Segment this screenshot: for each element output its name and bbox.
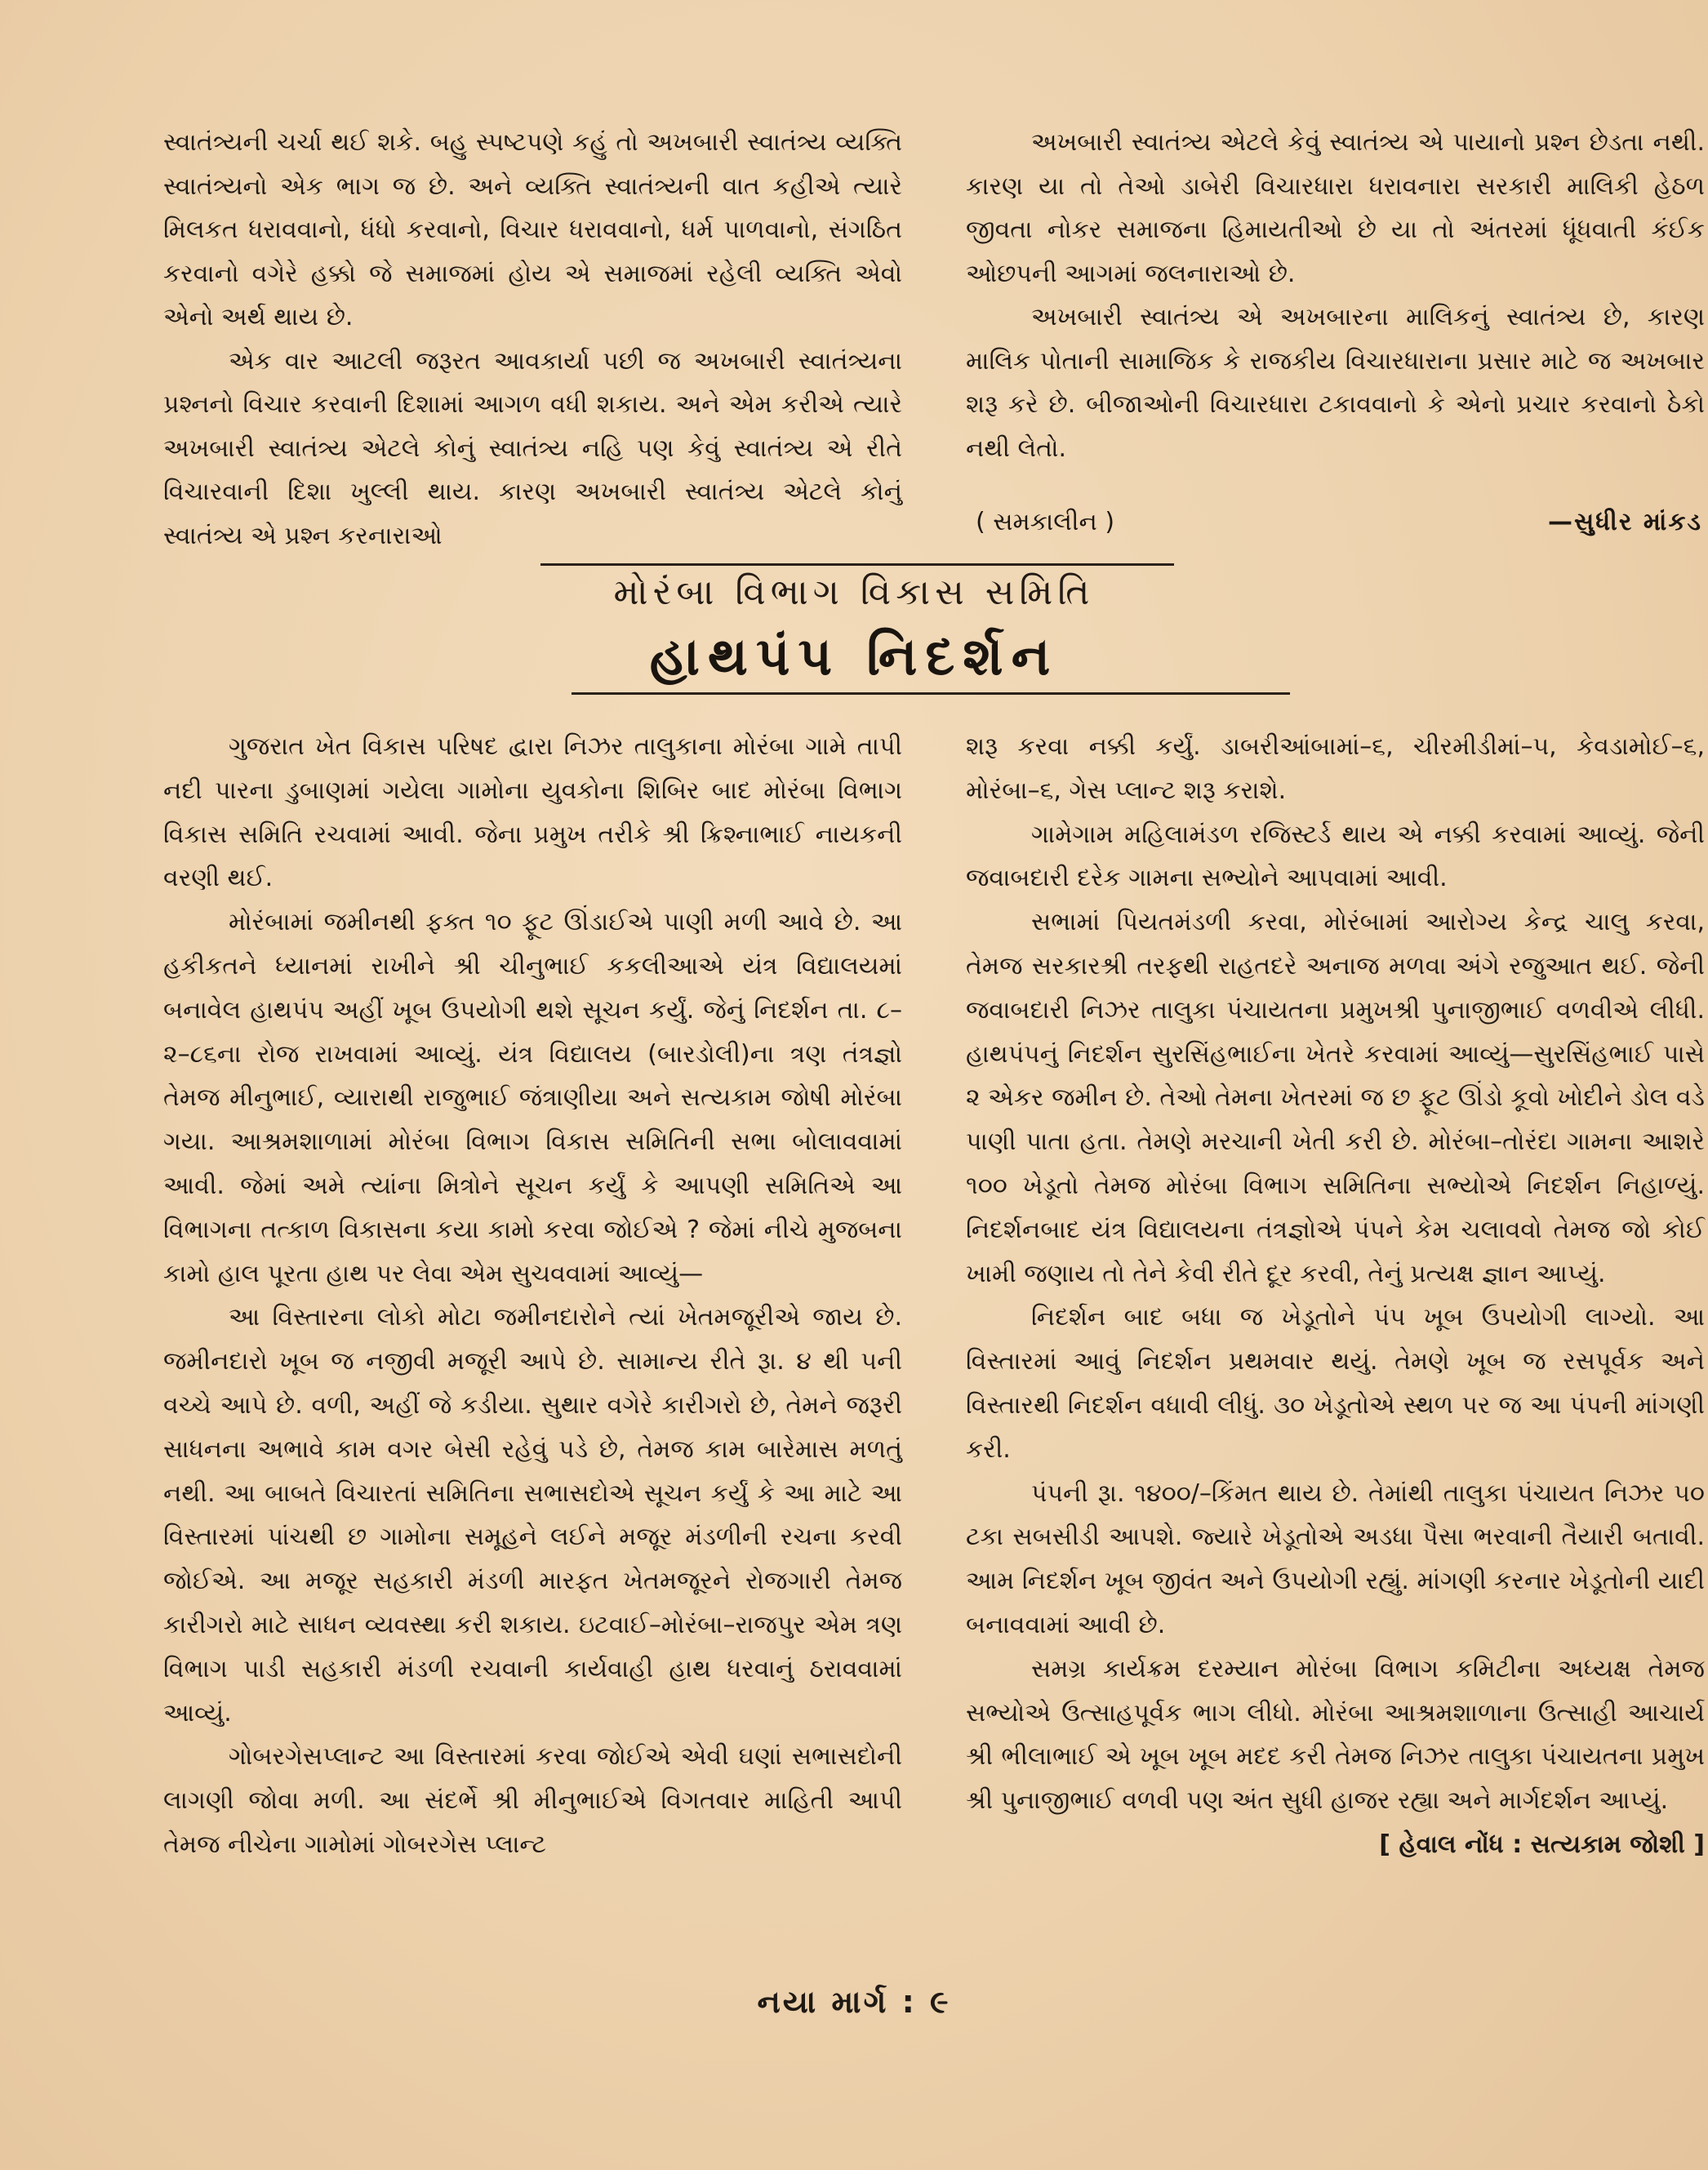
top-left-paragraph-1: સ્વાતંત્ર્યની ચર્ચા થઈ શકે. બહુ સ્પષ્ટપણે કહું તો અખબારી સ્વાતંત્ર્ય વ્યક્તિ સ્વાતંત્ર્યનો એક ભાગ જ છે. અને વ્યક્તિ સ્વાતંત્ર્યની વાત કહીએ ત્યારે મિલકત ધરાવવાનો, ધંધો કરવાનો, વિચાર ધરાવવાનો, ધર્મ પાળવાનો, સંગઠિત કરવાનો વગેરે હક્કો જે સમાજમાં હોય એ સમાજમાં રહેલી વ્યક્તિ એવો એનો અર્થ થાય છે. xyxy=(163,128,902,331)
top-article-credit xyxy=(976,508,1702,536)
top-left-paragraph-2: એક વાર આટલી જરૂરત આવકાર્યા પછી જ અખબારી સ્વાતંત્ર્યના પ્રશ્નનો વિચાર કરવાની દિશામાં આગળ વધી શકાય. અને એમ કરીએ ત્યારે અખબારી સ્વાતંત્ર્ય એટલે કોનું સ્વાતંત્ર્ય નહિ પણ કેવું સ્વાતંત્ર્ય એ રીતે વિચારવાની દિશા ખુલ્લી થાય. કારણ અખબારી સ્વાતંત્ર્ય એટલે કોનું સ્વાતંત્ર્ય એ પ્રશ્ન કરનારાઓ xyxy=(163,346,902,550)
article-right-paragraph-3: સભામાં પિયતમંડળી કરવા, મોરંબામાં આરોગ્ય કેન્દ્ર ચાલુ કરવા, તેમજ સરકારશ્રી તરફથી રાહતદરે અનાજ મળવા અંગે રજુઆત થઈ. જેની જવાબદારી નિઝર તાલુકા પંચાયતના પ્રમુખશ્રી પુનાજીભાઈ વળવીએ લીધી. હાથપંપનું નિદર્શન સુરસિંહભાઈના ખેતરે કરવામાં આવ્યું—સુરસિંહભાઈ પાસે ૨ એકર જમીન છે. તેઓ તેમના ખેતરમાં જ છ ફૂટ ઊંડો કૂવો ખોદીને ડોલ વડે પાણી પાતા હતા. તેમણે મરચાની ખેતી કરી છે. મોરંબા–તોરંદા ગામના આશરે ૧૦૦ ખેડૂતો તેમજ મોરંબા વિભાગ સમિતિના સભ્યોએ નિદર્શન નિહાળ્યું. નિદર્શનબાદ યંત્ર વિદ્યાલયના તંત્રજ્ઞોએ પંપને કેમ ચલાવવો તેમજ જો કોઈ ખામી જણાય તો તેને કેવી રીતે દૂર કરવી, તેનું પ્રત્યક્ષ જ્ઞાન આપ્યું. xyxy=(966,908,1705,1288)
top-article-right-column xyxy=(966,121,1705,470)
article-right-paragraph-2: ગામેગામ મહિલામંડળ રજિસ્ટર્ડ થાય એ નક્કી કરવામાં આવ્યું. જેની જવાબદારી દરેક ગામના સભ્યોને આપવામાં આવી. xyxy=(966,820,1705,893)
article-right-paragraph-6: સમગ્ર કાર્યક્રમ દરમ્યાન મોરંબા વિભાગ કમિટીના અધ્યક્ષ તેમજ સભ્યોએ ઉત્સાહપૂર્વક ભાગ લીધો. મોરંબા આશ્રમશાળાના ઉત્સાહી આચાર્ય શ્રી ભીલાભાઈ એ ખૂબ ખૂબ મદદ કરી તેમજ નિઝર તાલુકા પંચાયતના પ્રમુખ શ્રી પુનાજીભાઈ વળવી પણ અંત સુધી હાજર રહ્યા અને માર્ગદર્શન આપ્યું. xyxy=(966,1654,1705,1816)
top-right-paragraph-1: અખબારી સ્વાતંત્ર્ય એટલે કેવું સ્વાતંત્ર્ય એ પાયાનો પ્રશ્ન છેડતા નથી. કારણ યા તો તેઓ ડાબેરી વિચારધારા ધરાવનારા સરકારી માલિકી હેઠળ જીવતા નોકર સમાજના હિમાયતીઓ છે યા તો અંતરમાં ધૂંધવાતી કંઈક ઓછપની આગમાં જલનારાઓ છે. xyxy=(966,128,1705,288)
page-footer: નયા માર્ગ : ૯ xyxy=(757,1984,951,2020)
article-title: હાથપંપ નિદર્શન xyxy=(649,627,1059,687)
article-right-paragraph-4: નિદર્શન બાદ બધા જ ખેડૂતોને પંપ ખૂબ ઉપયોગી લાગ્યો. આ વિસ્તારમાં આવું નિદર્શન પ્રથમવાર થયું. તેમણે ખૂબ જ રસપૂર્વક અને વિસ્તારથી નિદર્શન વધાવી લીધું. ૩૦ ખેડૂતોએ સ્થળ પર જ આ પંપની માંગણી કરી. xyxy=(966,1303,1705,1464)
article-left-paragraph-1: ગુજરાત ખેત વિકાસ પરિષદ દ્વારા નિઝર તાલુકાના મોરંબા ગામે તાપી નદી પારના ડુબાણમાં ગયેલા ગામોના યુવકોના શિબિર બાદ મોરંબા વિભાગ વિકાસ સમિતિ રચવામાં આવી. જેના પ્રમુખ તરીકે શ્રી ક્રિશ્નાભાઈ નાયકની વરણી થઈ. xyxy=(163,732,902,893)
article-left-paragraph-2: મોરંબામાં જમીનથી ફક્ત ૧૦ ફૂટ ઊંડાઈએ પાણી મળી આવે છે. આ હકીકતને ધ્યાનમાં રાખીને શ્રી ચીનુભાઈ કકલીઆએ યંત્ર વિદ્યાલયમાં બનાવેલ હાથપંપ અહીં ખૂબ ઉપયોગી થશે સૂચન કર્યું. જેનું નિદર્શન તા. ૮–૨–૮૬ના રોજ રાખવામાં આવ્યું. યંત્ર વિદ્યાલય (બારડોલી)ના ત્રણ તંત્રજ્ઞો તેમજ મીનુભાઈ, વ્યારાથી રાજુભાઈ જંત્રાણીયા અને સત્યકામ જોષી મોરંબા ગયા. આશ્રમશાળામાં મોરંબા વિભાગ વિકાસ સમિતિની સભા બોલાવવામાં આવી. જેમાં અમે ત્યાંના મિત્રોને સૂચન કર્યું કે આપણી સમિતિએ આ વિભાગના તત્કાળ વિકાસના કયા કામો કરવા જોઈએ ? જેમાં નીચે મુજબના કામો હાલ પૂરતા હાથ પર લેવા એમ સુચવવામાં આવ્યું— xyxy=(163,908,902,1288)
article-right-column xyxy=(966,725,1705,1867)
article-left-paragraph-4: ગોબરગેસપ્લાન્ટ આ વિસ્તારમાં કરવા જોઈએ એવી ઘણાં સભાસદોની લાગણી જોવા મળી. આ સંદર્ભે શ્રી મીનુભાઈએ વિગતવાર માહિતી આપી તેમજ નીચેના ગામોમાં ગોબરગેસ પ્લાન્ટ xyxy=(163,1742,902,1859)
article-right-paragraph-1: શરૂ કરવા નક્કી કર્યું. ડાબરીઆંબામાં–૬, ચીરમીડીમાં–૫, કેવડામોઈ–૬, મોરંબા–૬, ગેસ પ્લાન્ટ શરૂ કરાશે. xyxy=(966,732,1705,805)
source-label: ( સમકાલીન ) xyxy=(976,508,1115,536)
header-rule-bottom xyxy=(572,692,1290,695)
article-subtitle: મોરંબા વિભાગ વિકાસ સમિતિ xyxy=(613,571,1095,613)
author-name: —સુધીર માંકડ xyxy=(1547,508,1702,536)
article-left-column xyxy=(163,725,902,1867)
top-article-left-column xyxy=(163,121,902,558)
top-right-paragraph-2: અખબારી સ્વાતંત્ર્ય એ અખબારના માલિકનું સ્વાતંત્ર્ય છે, કારણ માલિક પોતાની સામાજિક કે રાજકીય વિચારધારાના પ્રસાર માટે જ અખબાર શરૂ કરે છે. બીજાઓની વિચારધારા ટકાવવાનો કે એનો પ્રચાર કરવાનો ઠેકો નથી લેતો. xyxy=(966,303,1705,463)
header-rule-top xyxy=(540,563,1174,566)
article-right-paragraph-5: પંપની રૂા. ૧૪૦૦/–કિંમત થાય છે. તેમાંથી તાલુકા પંચાયત નિઝર ૫૦ ટકા સબસીડી આપશે. જ્યારે ખેડૂતોએ અડધા પૈસા ભરવાની તૈયારી બતાવી. આમ નિદર્શન ખૂબ જીવંત અને ઉપયોગી રહ્યું. માંગણી કરનાર ખેડૂતોની યાદી બનાવવામાં આવી છે. xyxy=(966,1479,1705,1639)
article-left-paragraph-3: આ વિસ્તારના લોકો મોટા જમીનદારોને ત્યાં ખેતમજૂરીએ જાય છે. જમીનદારો ખૂબ જ નજીવી મજૂરી આપે છે. સામાન્ય રીતે રૂા. ૪ થી ૫ની વચ્ચે આપે છે. વળી, અહીં જે કડીયા. સુથાર વગેરે કારીગરો છે, તેમને જરૂરી સાધનના અભાવે કામ વગર બેસી રહેવું પડે છે, તેમજ કામ બારેમાસ મળતું નથી. આ બાબતે વિચારતાં સમિતિના સભાસદોએ સૂચન કર્યું કે આ માટે આ વિસ્તારમાં પાંચથી છ ગામોના સમૂહને લઈને મજૂર મંડળીની રચના કરવી જોઈએ. આ મજૂર સહકારી મંડળી મારફત ખેતમજૂરને રોજગારી તેમજ કારીગરો માટે સાધન વ્યવસ્થા કરી શકાય. ઇટવાઈ–મોરંબા–રાજપુર એમ ત્રણ વિભાગ પાડી સહકારી મંડળી રચવાની કાર્યવાહી હાથ ધરવાનું ઠરાવવામાં આવ્યું. xyxy=(163,1303,902,1728)
report-signature: [ હેવાલ નોંધ : સત્યકામ જોશી ] xyxy=(1379,1830,1705,1859)
